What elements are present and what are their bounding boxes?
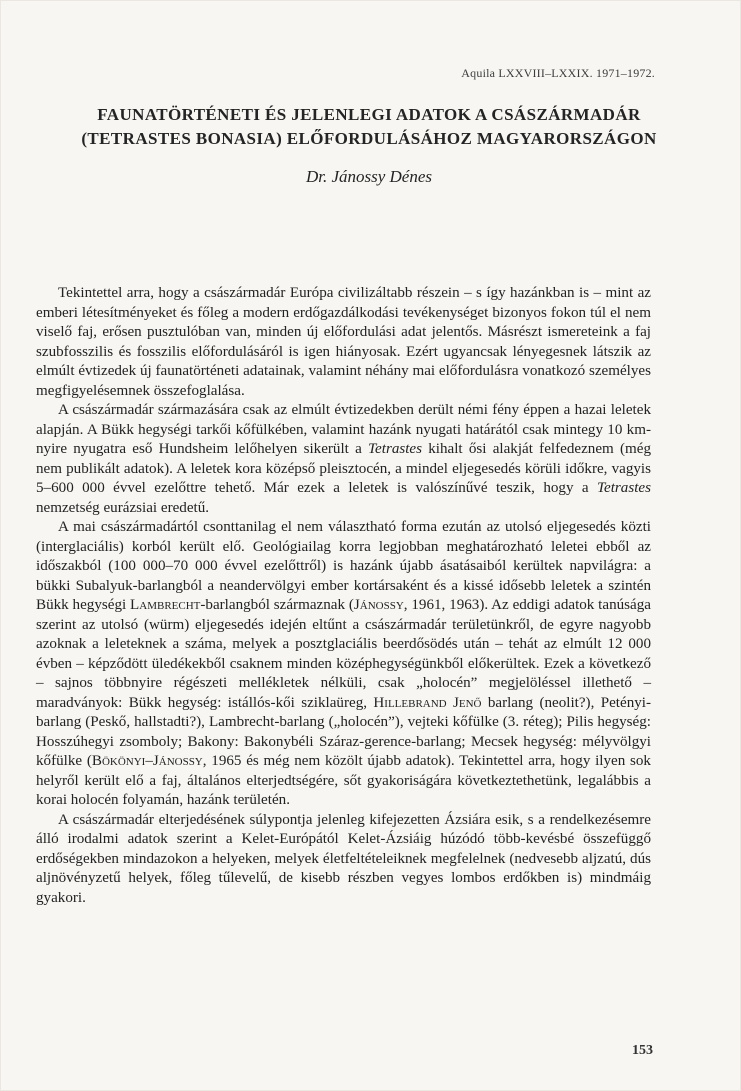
genus-name-italic: Tetrastes [597, 480, 651, 496]
author-name: Dr. Jánossy Dénes [305, 167, 433, 186]
paragraph-3-text-b: -barlangból származnak ( [200, 597, 354, 613]
author-reference-small-caps: Hillebrand Jenő [373, 694, 482, 711]
author-reference-small-caps: Lambrecht [130, 597, 201, 613]
author-reference-small-caps: Bökönyi–Jánossy [91, 753, 203, 769]
paragraph-2 [36, 401, 651, 518]
paragraph-3-text-e: , 1965 és még nem közölt újabb adatok). Tekintettel arra, hogy ilyen sok helyről került elő a faj, általános elterjedtségére, sőt gyakoriságára következtethetünk, legalábbis a korai holocén folyamán, hazánk területén. [36, 753, 651, 808]
paragraph-3-text-c: , 1961, 1963). Az eddigi adatok tanúsága szerint az utolsó (würm) eljegesedés idején eltűnt a császármadár területünkről, de egyre nagyobb azoknak a leleteknek a száma, melyek a posztglaciális beerdősödés után – tehát az elmúlt 12 000 évben – képződött üledékekből csaknem minden középhegységünkből előkerültek. Ezek a következő – sajnos többnyire régészeti mellékletek nélküli, csak „holocén” megjelöléssel illethető – maradványok: Bükk hegység: istállós-kői sziklaüreg, [36, 597, 651, 711]
title-line-2: (TETRASTES BONASIA) ELŐFORDULÁSÁHOZ MAGYARORSZÁGON [81, 129, 657, 148]
article-body [36, 284, 651, 908]
title-line-1: FAUNATÖRTÉNETI ÉS JELENLEGI ADATOK A CSÁSZÁRMADÁR [97, 105, 641, 124]
paragraph-1: Tekintettel arra, hogy a császármadár Európa civilizáltabb részein – s így hazánkban is – mint az emberi létesítményeket és főleg a modern erdőgazdálkodási tevékenységet bizonyos fokon túl el nem viselő faj, erősen pusztulóban van, minden új előfordulási adat jelentős. Másrészt ismereteink a faj szubfosszilis és fosszilis előfordulásáról is igen hiányosak. Ezért ugyancsak lényegesnek látszik az elmúlt évtizedek új faunatörténeti adatainak, valamint néhány mai előfordulásra vonatkozó személyes megfigyelésemnek összefoglalása. [36, 285, 651, 399]
paragraph-3-text-a: A mai császármadártól csonttanilag el nem választható forma ezután az utolsó eljegesedés közti (interglaciális) korból került elő. Geológiailag korra legjobban meghatározható leletei ebből az időszakból (100 000–70 000 évvel ezelőttről) is hazánk újabb ásatásaiból kerültek napvilágra: a bükki Subalyuk-barlangból a neandervölgyi ember kortársaként és a kissé idősebb leletek a szintén Bükk hegységi [36, 519, 651, 613]
paragraph-3-text-d: barlang (neolit?), Petényi-barlang (Peskő, hallstadti?), Lambrecht-barlang („holocén”), vejteki kőfülke (3. réteg); Pilis hegység: Hosszúhegyi zsomboly; Bakony: Bakonybéli Száraz-gerence-barlang; Mecsek hegység: mélyvölgyi kőfülke ( [36, 694, 652, 769]
paragraph-4: A császármadár elterjedésének súlypontja jelenleg kifejezetten Ázsiára esik, s a rendelkezésemre álló irodalmi adatok szerint a Kelet-Európától Kelet-Ázsiáig húzódó több-kevésbé összefüggő erdőségekben mindazokon a helyeken, melyek életfeltételeiknek megfelelnek (nedvesebb aljzatú, dús aljnövényzetű helyek, főleg tűlevelű, de kisebb részben vegyes lombos erdőkben is) mindmáig gyakori. [36, 811, 651, 906]
paragraph-2-text-c: nemzetség eurázsiai eredetű. [36, 499, 210, 516]
genus-name-italic: Tetrastes [368, 441, 423, 457]
page-number: 153 [632, 1043, 653, 1058]
journal-header: Aquila LXXVIII–LXXIX. 1971–1972. [461, 66, 655, 80]
article-title [74, 103, 664, 151]
author-reference-small-caps: Jánossy [353, 597, 404, 613]
paragraph-2-text-a: A császármadár származására csak az elmúlt évtizedekben derült némi fény éppen a hazai leletek alapján. A Bükk hegységi tarkői kőfülkében, valamint hazánk nyugati határától csak mintegy 10 km-nyire nyugatra eső Hundsheim lelőhelyen sikerült a [36, 402, 651, 457]
paragraph-2-text-b: kihalt ősi alakját felfedeznem (még nem publikált adatok). A leletek kora középső pleisztocén, a mindel eljegesedés körüli időkre, vagyis 5–600 000 évvel ezelőttre tehető. Már ezek a leletek is valószínűvé teszik, hogy a [36, 441, 652, 496]
paragraph-3 [36, 518, 651, 811]
